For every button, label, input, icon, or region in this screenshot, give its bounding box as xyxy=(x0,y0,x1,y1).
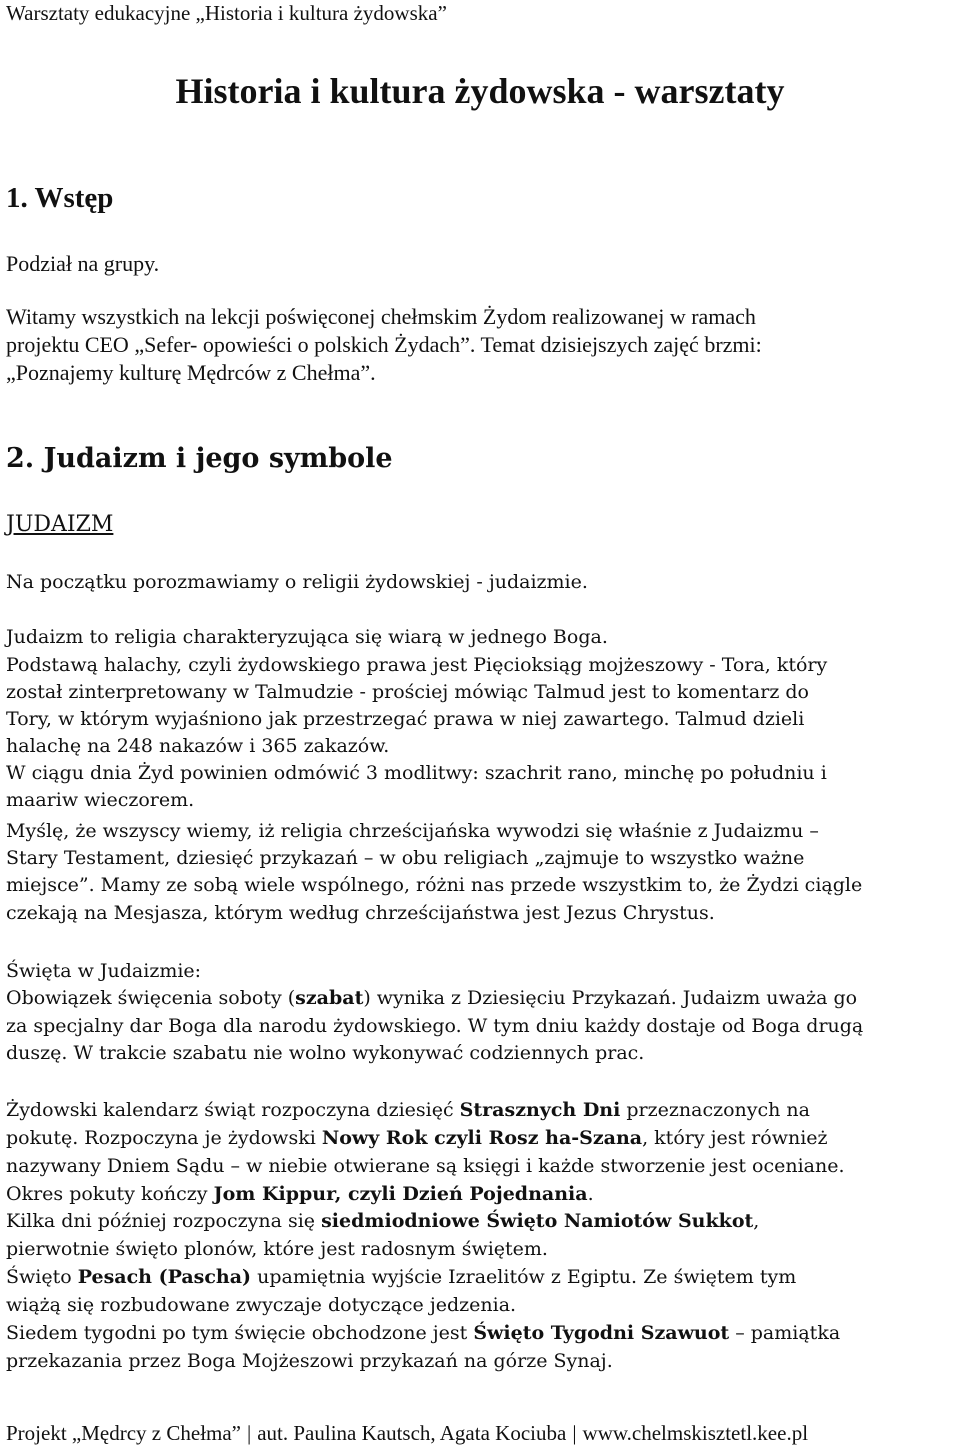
paragraph-line: Stary Testament, dziesięć przykazań – w obu religiach „zajmuje to wszystko ważne xyxy=(6,847,805,869)
text-span: – pamiątka xyxy=(729,1322,841,1344)
holidays-heading: Święta w Judaizmie: xyxy=(6,960,202,982)
paragraph-line: pierwotnie święto plonów, które jest radosnym świętem. xyxy=(6,1238,548,1260)
paragraph-line xyxy=(6,1181,594,1208)
paragraph-line: czekają na Mesjasza, którym według chrześcijaństwa jest Jezus Chrystus. xyxy=(6,902,715,924)
paragraph-line: przekazania przez Boga Mojżeszowi przykazań na górze Synaj. xyxy=(6,1350,613,1372)
paragraph-line xyxy=(6,1097,810,1124)
paragraph-line xyxy=(6,1208,759,1235)
paragraph-line: za specjalny dar Boga dla narodu żydowskiego. W tym dniu każdy dostaje od Boga drugą xyxy=(6,1015,864,1037)
paragraph-line: maariw wieczorem. xyxy=(6,789,195,811)
section-heading-wstep: 1. Wstęp xyxy=(6,182,114,214)
paragraph-line: miejsce”. Mamy ze sobą wiele wspólnego, różni nas przede wszystkim to, że Żydzi ciągle xyxy=(6,874,863,896)
bold-term: Pesach (Pascha) xyxy=(77,1266,252,1288)
footer-separator: | xyxy=(572,1421,577,1445)
bold-term: siedmiodniowe Święto Namiotów Sukkot xyxy=(321,1210,754,1232)
paragraph-line: Tory, w którym wyjaśniono jak przestrzegać prawa w niej zawartego. Talmud dzieli xyxy=(6,708,805,730)
bold-term: Jom Kippur, czyli Dzień Pojednania xyxy=(213,1183,588,1205)
paragraph-line: „Poznajemy kulturę Mędrców z Chełma”. xyxy=(6,360,376,385)
text-span: Święto xyxy=(6,1266,78,1288)
text-span: pokutę. Rozpoczyna je żydowski xyxy=(6,1127,322,1149)
text-span: upamiętnia wyjście Izraelitów z Egiptu. Ze świętem tym xyxy=(251,1266,797,1288)
text-span: Siedem tygodni po tym święcie obchodzone jest xyxy=(6,1322,474,1344)
paragraph-line: wiążą się rozbudowane zwyczaje dotyczące jedzenia. xyxy=(6,1294,517,1316)
paragraph-line: duszę. W trakcie szabatu nie wolno wykonywać codziennych prac. xyxy=(6,1042,645,1064)
page-footer xyxy=(6,1419,808,1447)
paragraph-line xyxy=(6,1125,828,1152)
subheading-judaizm: JUDAIZM xyxy=(6,512,114,537)
text-span: , który jest również xyxy=(642,1127,828,1149)
bold-term: Strasznych Dni xyxy=(459,1099,621,1121)
text-span: , xyxy=(753,1210,760,1232)
section-heading-judaizm: 2. Judaizm i jego symbole xyxy=(6,443,393,474)
paragraph-line: Witamy wszystkich na lekcji poświęconej chełmskim Żydom realizowanej w ramach xyxy=(6,304,756,329)
footer-project: Projekt „Mędrcy z Chełma” xyxy=(6,1421,241,1445)
paragraph-line: Podstawą halachy, czyli żydowskiego prawa jest Pięcioksiąg mojżeszowy - Tora, który xyxy=(6,654,828,676)
running-header: Warsztaty edukacyjne „Historia i kultura żydowska” xyxy=(6,1,447,25)
text-span: Żydowski kalendarz świąt rozpoczyna dziesięć xyxy=(6,1099,460,1121)
bold-term: Święto Tygodni Szawuot xyxy=(473,1322,730,1344)
paragraph-line xyxy=(6,985,857,1012)
bold-term: szabat xyxy=(295,987,364,1009)
page-title: Historia i kultura żydowska - warsztaty xyxy=(175,71,785,111)
footer-authors: aut. Paulina Kautsch, Agata Kociuba xyxy=(257,1421,567,1445)
paragraph-line xyxy=(6,1320,840,1347)
bold-term: Nowy Rok czyli Rosz ha-Szana xyxy=(321,1127,643,1149)
footer-separator: | xyxy=(247,1421,252,1445)
text-span: ) wynika z Dziesięciu Przykazań. Judaizm uważa go xyxy=(363,987,858,1009)
paragraph-line: W ciągu dnia Żyd powinien odmówić 3 modlitwy: szachrit rano, minchę po południu i xyxy=(6,762,827,784)
paragraph-line: halachę na 248 nakazów i 365 zakazów. xyxy=(6,735,390,757)
paragraph-line: projektu CEO „Sefer- opowieści o polskich Żydach”. Temat dzisiejszych zajęć brzmi: xyxy=(6,332,762,357)
paragraph-line: Myślę, że wszyscy wiemy, iż religia chrześcijańska wywodzi się właśnie z Judaizmu – xyxy=(6,820,819,842)
paragraph-line: został zinterpretowany w Talmudzie - prościej mówiąc Talmud jest to komentarz do xyxy=(6,681,809,703)
paragraph-line: Na początku porozmawiamy o religii żydowskiej - judaizmie. xyxy=(6,571,588,593)
paragraph-line xyxy=(6,1264,796,1291)
paragraph-line: nazywany Dniem Sądu – w niebie otwierane są księgi i każde stworzenie jest oceniane. xyxy=(6,1155,845,1177)
paragraph-line: Podział na grupy. xyxy=(6,251,160,276)
text-span: przeznaczonych na xyxy=(620,1099,811,1121)
footer-website-link[interactable]: www.chelmskisztetl.kee.pl xyxy=(582,1421,809,1445)
text-span: Okres pokuty kończy xyxy=(6,1183,214,1205)
text-span: . xyxy=(587,1183,594,1205)
text-span: Obowiązek święcenia soboty ( xyxy=(6,987,296,1009)
paragraph-line: Judaizm to religia charakteryzująca się wiarą w jednego Boga. xyxy=(6,626,608,648)
text-span: Kilka dni później rozpoczyna się xyxy=(6,1210,322,1232)
